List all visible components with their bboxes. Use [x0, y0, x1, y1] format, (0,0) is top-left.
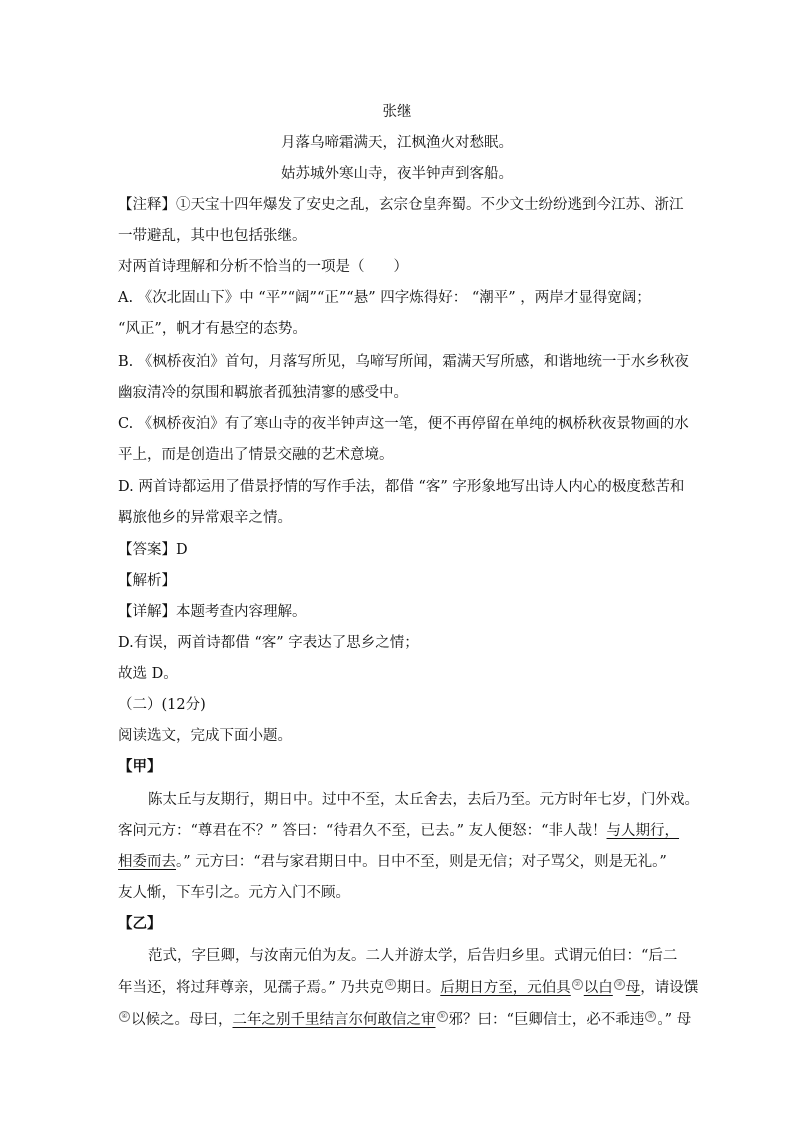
note-line-2: 一带避乱，其中也包括张继。	[118, 228, 307, 244]
yi-paragraph-line-1: 范式，字巨卿，与汝南元伯为友。二人并游太学，后告归乡里。式谓元伯曰：“后二	[148, 948, 678, 964]
poem-line-2: 姑苏城外寒山寺，夜半钟声到客船。	[281, 166, 513, 182]
jia-underlined-text: 与人期行，	[606, 823, 680, 839]
yi-text: 。” 母	[657, 1012, 692, 1028]
analysis-label: 【解析】	[118, 573, 176, 589]
jia-text: 。” 元方曰：“君与家君期日中。日中不至，则是无信；对子骂父，则是无礼。”	[176, 854, 667, 870]
yi-underlined-text: 后期日方至，元伯具 ② 以白 ③ 母	[440, 980, 641, 996]
option-a-line-2: “风正”，帆才有悬空的态势。	[118, 321, 307, 337]
jia-underlined-text: 相委而去	[118, 854, 176, 870]
footnote-marker: ⑤	[437, 1011, 448, 1022]
option-d-line-2: 羁旅他乡的异常艰辛之情。	[118, 510, 292, 526]
footnote-marker: ⑥	[645, 1011, 656, 1022]
note-line-1: 【注释】①天宝十四年爆发了安史之乱，玄宗仓皇奔蜀。不少文士纷纷逃到今江苏、浙江	[118, 197, 684, 213]
yi-text: 年当还，将过拜尊亲，见孺子焉。” 乃共克	[118, 980, 384, 996]
footnote-marker: ①	[385, 979, 396, 990]
option-c-line-2: 平上，而是创造出了情景交融的艺术意境。	[118, 447, 394, 463]
yi-text: ，请设馔	[640, 980, 699, 996]
option-b-line-1: B. 《枫桥夜泊》首句，月落写所见，乌啼写所闻，霜满天写所感，和谐地统一于水乡秋夜	[118, 354, 689, 370]
yi-paragraph-line-2	[118, 978, 698, 998]
yi-text: 期日。	[396, 980, 441, 996]
yi-paragraph-line-3	[118, 1010, 691, 1030]
poem-line-1: 月落乌啼霜满天，江枫渔火对愁眠。	[281, 135, 513, 151]
question-stem: 对两首诗理解和分析不恰当的一项是（ ）	[118, 259, 408, 275]
option-a-line-1: A. 《次北固山下》中 “平”“阔”“正”“悬” 四字炼得好： “潮平” ，两岸才显得宽阔；	[118, 290, 651, 306]
jia-paragraph-line-4: 友人惭，下车引之。元方入门不顾。	[118, 885, 350, 901]
yi-text: 邪？曰：“巨卿信士，必不乖违	[448, 1012, 645, 1028]
option-b-line-2: 幽寂清冷的氛围和羁旅者孤独清寥的感受中。	[118, 385, 408, 401]
option-d-line-1: D. 两首诗都运用了借景抒情的写作手法，都借 “客” 字形象地写出诗人内心的极度愁苦和	[118, 479, 685, 495]
section-heading: （二）(12分)	[118, 697, 206, 713]
yi-underlined-text: 二年之别千里结言尔何敢信之审 ⑤	[233, 1012, 449, 1028]
choice-line: 故选 D。	[118, 666, 178, 682]
section-instruction: 阅读选文，完成下面小题。	[118, 728, 292, 744]
footnote-marker: ②	[572, 979, 583, 990]
footnote-marker: ④	[119, 1011, 130, 1022]
yi-text: 以候之。母曰，	[131, 1012, 233, 1028]
jia-paragraph-line-2	[118, 821, 679, 841]
explain-line: D.有误，两首诗都借 “客” 字表达了思乡之情；	[118, 635, 419, 651]
footnote-marker: ③	[614, 979, 625, 990]
jia-label: 【甲】	[118, 758, 162, 775]
poem-author: 张继	[382, 104, 412, 120]
answer-label: 【答案】D	[118, 542, 188, 558]
detail-line: 【详解】本题考查内容理解。	[118, 604, 307, 620]
jia-text: 客问元方：“尊君在不？” 答曰：“待君久不至，已去。” 友人便怒：“非人哉！	[118, 823, 607, 839]
jia-paragraph-line-3	[118, 852, 667, 872]
yi-label: 【乙】	[118, 915, 162, 932]
jia-paragraph-line-1: 陈太丘与友期行，期日中。过中不至，太丘舍去，去后乃至。元方时年七岁，门外戏。	[148, 792, 699, 808]
option-c-line-1: C. 《枫桥夜泊》有了寒山寺的夜半钟声这一笔，便不再停留在单纯的枫桥秋夜景物画的水	[118, 416, 689, 432]
